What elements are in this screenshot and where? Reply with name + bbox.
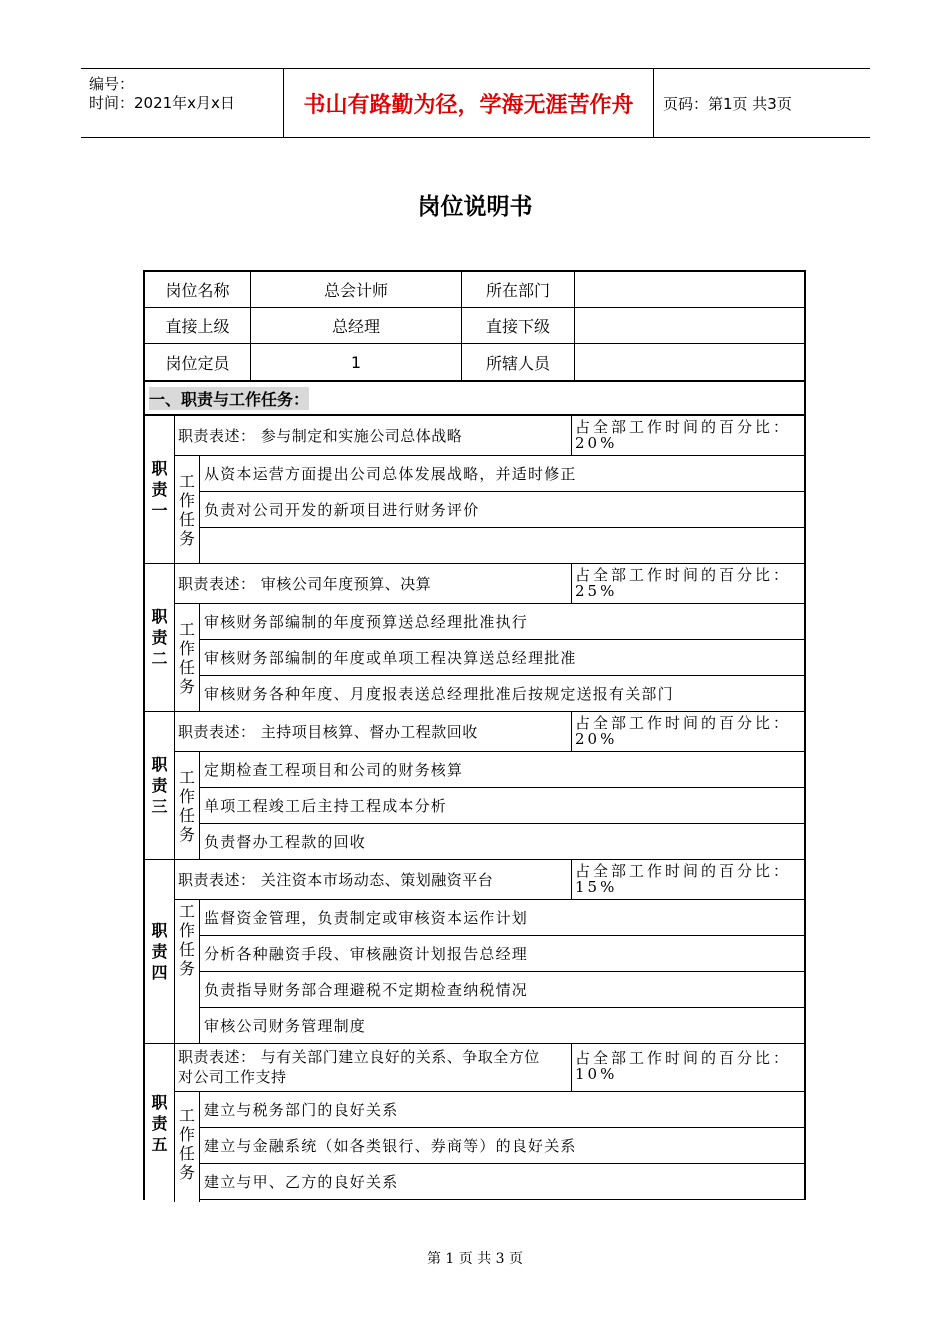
duty-4-label: 职责四	[145, 860, 175, 1044]
duty-4-desc: 职责表述： 关注资本市场动态、策划融资平台	[175, 860, 572, 900]
duty-2-task-3: 审核财务各种年度、月度报表送总经理批准后按规定送报有关部门	[200, 676, 804, 712]
duty-2-label: 职责二	[145, 564, 175, 712]
value-subordinate	[575, 308, 804, 344]
header-meta	[81, 69, 284, 137]
duty-4-task-label: 工作任务	[175, 900, 200, 1044]
value-staff	[575, 344, 804, 380]
duty-2-desc: 职责表述： 审核公司年度预算、决算	[175, 564, 572, 604]
job-description-table	[143, 270, 806, 1200]
duty-5-task-1: 建立与税务部门的良好关系	[200, 1092, 804, 1128]
label-staff: 所辖人员	[462, 344, 575, 380]
label-subordinate: 直接下级	[462, 308, 575, 344]
label-headcount: 岗位定员	[145, 344, 251, 380]
value-department	[575, 272, 804, 308]
duty-4-task-1: 监督资金管理，负责制定或审核资本运作计划	[200, 900, 804, 936]
duty-1-task-label: 工作任务	[175, 456, 200, 564]
section-title-text: 一、职责与工作任务：	[149, 387, 309, 410]
duty-4-task-4: 审核公司财务管理制度	[200, 1008, 804, 1044]
label-position-name: 岗位名称	[145, 272, 251, 308]
duty-3-task-3: 负责督办工程款的回收	[200, 824, 804, 860]
duty-2-task-2: 审核财务部编制的年度或单项工程决算送总经理批准	[200, 640, 804, 676]
duty-3-task-label: 工作任务	[175, 752, 200, 860]
section-title	[145, 380, 804, 416]
duty-3-pct: 占全部工作时间的百分比： 20%	[572, 712, 804, 752]
duty-1-label: 职责一	[145, 416, 175, 564]
page-footer: 第 1 页 共 3 页	[426, 1251, 524, 1267]
duty-3-task-2: 单项工程竣工后主持工程成本分析	[200, 788, 804, 824]
duty-3-label: 职责三	[145, 712, 175, 860]
duty-3-task-1: 定期检查工程项目和公司的财务核算	[200, 752, 804, 788]
duty-1-task-1: 从资本运营方面提出公司总体发展战略，并适时修正	[200, 456, 804, 492]
duty-4-task-3: 负责指导财务部合理避税不定期检查纳税情况	[200, 972, 804, 1008]
label-department: 所在部门	[462, 272, 575, 308]
duty-1-desc: 职责表述： 参与制定和实施公司总体战略	[175, 416, 572, 456]
duty-5-task-2: 建立与金融系统（如各类银行、券商等）的良好关系	[200, 1128, 804, 1164]
value-supervisor: 总经理	[251, 308, 462, 344]
duty-1-task-2: 负责对公司开发的新项目进行财务评价	[200, 492, 804, 528]
duty-2-task-1: 审核财务部编制的年度预算送总经理批准执行	[200, 604, 804, 640]
duty-4-task-2: 分析各种融资手段、审核融资计划报告总经理	[200, 936, 804, 972]
duty-2-task-label: 工作任务	[175, 604, 200, 712]
time-label: 时间：2021年x月x日	[89, 94, 235, 112]
duty-1-task-3	[200, 528, 804, 564]
motto: 书山有路勤为径，学海无涯苦作舟	[284, 69, 654, 137]
number-label: 编号：	[89, 75, 135, 93]
document-title: 岗位说明书	[417, 194, 533, 220]
label-supervisor: 直接上级	[145, 308, 251, 344]
duty-4-pct: 占全部工作时间的百分比： 15%	[572, 860, 804, 900]
duty-5-desc: 职责表述： 与有关部门建立良好的关系、争取全方位 对公司工作支持	[175, 1044, 572, 1092]
duty-2-pct: 占全部工作时间的百分比： 25%	[572, 564, 804, 604]
duty-5-task-label: 工作任务	[175, 1092, 200, 1202]
value-position-name: 总会计师	[251, 272, 462, 308]
duty-5-task-3: 建立与甲、乙方的良好关系	[200, 1164, 804, 1200]
duty-5-pct: 占全部工作时间的百分比： 10%	[572, 1044, 804, 1092]
duty-3-desc: 职责表述： 主持项目核算、督办工程款回收	[175, 712, 572, 752]
duty-5-label: 职责五	[145, 1044, 175, 1202]
page-info: 页码：第1页 共3页	[663, 94, 792, 113]
duty-1-pct: 占全部工作时间的百分比： 20%	[572, 416, 804, 456]
value-headcount: 1	[251, 344, 462, 380]
page-header	[81, 68, 870, 138]
